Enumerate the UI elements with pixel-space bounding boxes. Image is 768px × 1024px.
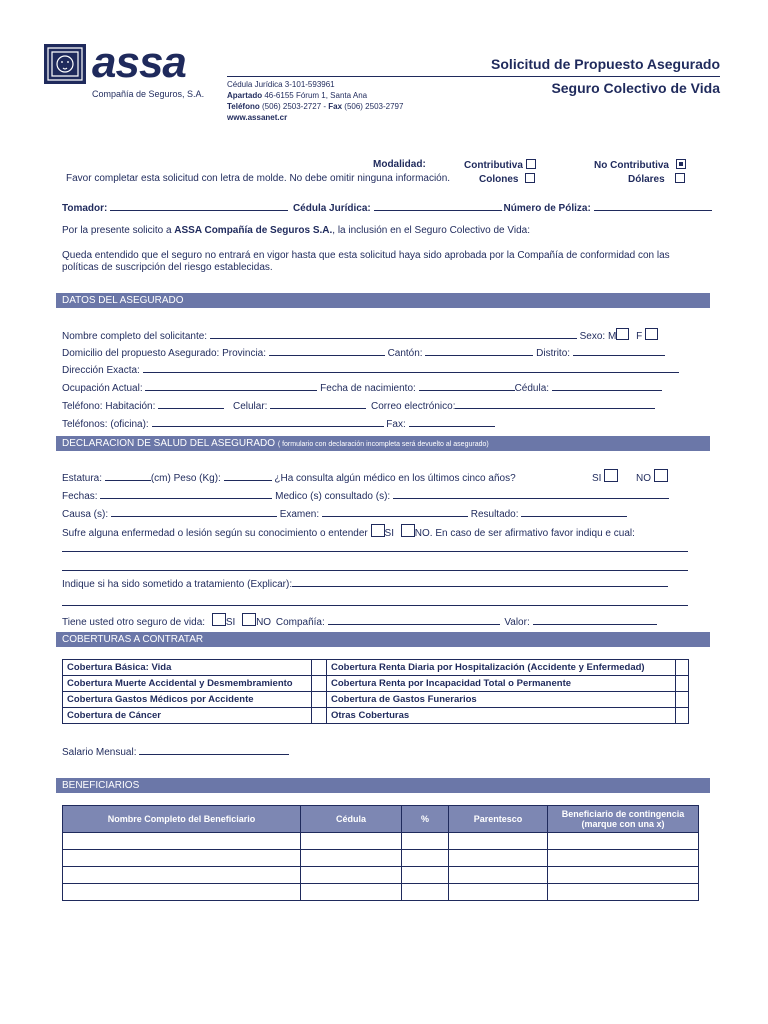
fax-value: (506) 2503-2797 <box>344 102 404 111</box>
cobertura-row <box>63 692 689 708</box>
cobertura-left-label: Cobertura de Cáncer <box>63 708 312 724</box>
cedula-juridica-input[interactable] <box>374 201 502 211</box>
ocupacion-input[interactable] <box>145 381 317 391</box>
beneficiario-row <box>63 833 699 850</box>
estatura-row: Estatura: (cm) Peso (Kg): ¿Ha consulta algún médico en los últimos cinco años? <box>62 473 516 484</box>
colones-checkbox[interactable] <box>525 173 535 183</box>
consulta-no-checkbox[interactable] <box>654 469 668 482</box>
oficina-input[interactable] <box>152 417 384 427</box>
fax-input[interactable] <box>409 417 495 427</box>
medico-input[interactable] <box>393 489 669 499</box>
cobertura-row <box>63 676 689 692</box>
website-link[interactable]: www.assanet.cr <box>227 113 288 122</box>
nombre-row: Nombre completo del solicitante: Sexo: M F <box>62 328 658 343</box>
beneficiario-cell[interactable] <box>301 850 402 867</box>
section-coberturas: COBERTURAS A CONTRATAR <box>56 632 710 647</box>
beneficiario-cell[interactable] <box>548 833 699 850</box>
form-title: Solicitud de Propuesto Asegurado <box>491 56 720 72</box>
sufre-row: Sufre alguna enfermedad o lesión según su conocimiento o entender SI NO. En caso de ser afirmativo favor indiqu e cual: <box>62 524 635 540</box>
coberturas-table <box>62 659 689 724</box>
telefono-value: (506) 2503-2727 <box>261 102 322 111</box>
beneficiario-row <box>63 867 699 884</box>
numero-poliza-input[interactable] <box>594 201 712 211</box>
tratamiento-input[interactable] <box>292 577 668 587</box>
beneficiario-cell[interactable] <box>548 850 699 867</box>
beneficiario-column-header: Cédula <box>301 806 402 833</box>
otro-si-checkbox[interactable] <box>212 613 226 626</box>
telefono-label: Teléfono <box>227 102 260 111</box>
cobertura-right-checkbox[interactable] <box>676 676 689 692</box>
tratamiento-line-2[interactable] <box>62 605 688 606</box>
beneficiario-cell[interactable] <box>449 884 548 901</box>
causa-input[interactable] <box>111 507 277 517</box>
no-contributiva-label: No Contributiva <box>594 159 686 172</box>
sufre-explain-line-2[interactable] <box>62 570 688 571</box>
compania-input[interactable] <box>328 615 500 625</box>
colones-label: Colones <box>479 173 535 186</box>
sufre-si-checkbox[interactable] <box>371 524 385 537</box>
tratamiento-row: Indique si ha sido sometido a tratamiento (Explicar): <box>62 577 668 591</box>
beneficiario-column-header: Parentesco <box>449 806 548 833</box>
beneficiario-cell[interactable] <box>63 884 301 901</box>
cobertura-left-label: Cobertura Básica: Vida <box>63 660 312 676</box>
company-name: Compañía de Seguros, S.A. <box>92 89 205 99</box>
cedula-line: Cédula Jurídica 3-101-593961 <box>227 80 335 89</box>
beneficiario-cell[interactable] <box>402 850 449 867</box>
nombre-input[interactable] <box>210 329 577 339</box>
dolares-label: Dólares <box>628 173 685 186</box>
sufre-no-checkbox[interactable] <box>401 524 415 537</box>
peso-input[interactable] <box>224 471 272 481</box>
contact-block: Cédula Jurídica 3-101-593961 Apartado 46-6155 Fórum 1, Santa Ana Teléfono (506) 2503-2727 - Fax (506) 2503-2797 www.assanet.cr <box>227 80 404 122</box>
nacimiento-input[interactable] <box>419 381 515 391</box>
beneficiario-cell[interactable] <box>402 884 449 901</box>
cedula-input[interactable] <box>552 381 662 391</box>
beneficiario-cell[interactable] <box>449 867 548 884</box>
beneficiarios-table <box>62 805 699 901</box>
sexo-m-checkbox[interactable] <box>616 328 629 340</box>
tomador-input[interactable] <box>110 201 288 211</box>
cobertura-row <box>63 660 689 676</box>
beneficiario-cell[interactable] <box>449 833 548 850</box>
oficina-row: Teléfonos: (oficina): Fax: <box>62 417 495 431</box>
fax-label: Fax <box>328 102 343 111</box>
cobertura-right-checkbox[interactable] <box>676 708 689 724</box>
cobertura-right-label: Cobertura de Gastos Funerarios <box>327 692 676 708</box>
domicilio-row: Domicilio del propuesto Asegurado: Provincia: Cantón: Distrito: <box>62 346 665 360</box>
causa-row: Causa (s): Examen: Resultado: <box>62 507 627 521</box>
cobertura-right-checkbox[interactable] <box>676 660 689 676</box>
cobertura-left-checkbox[interactable] <box>312 708 327 724</box>
tomador-field: Tomador: Cédula Jurídica: Número de Póliza: <box>62 201 712 215</box>
beneficiario-cell[interactable] <box>402 867 449 884</box>
company-logo <box>44 38 209 100</box>
cobertura-left-checkbox[interactable] <box>312 692 327 708</box>
telefono-hab-input[interactable] <box>158 399 224 409</box>
cobertura-right-label: Otras Coberturas <box>327 708 676 724</box>
beneficiario-cell[interactable] <box>449 850 548 867</box>
fechas-input[interactable] <box>100 489 272 499</box>
beneficiario-cell[interactable] <box>63 867 301 884</box>
telefono-row: Teléfono: Habitación: Celular: Correo electrónico: <box>62 399 655 413</box>
resultado-input[interactable] <box>521 507 627 517</box>
direccion-row: Dirección Exacta: <box>62 363 679 377</box>
intro-paragraph-1: Por la presente solicito a ASSA Compañía de Seguros S.A., la inclusión en el Seguro Colectivo de Vida: <box>62 225 530 236</box>
estatura-input[interactable] <box>105 471 151 481</box>
beneficiario-cell[interactable] <box>402 833 449 850</box>
cobertura-right-label: Cobertura Renta Diaria por Hospitalización (Accidente y Enfermedad) <box>327 660 676 676</box>
intro-paragraph-2: Queda entendido que el seguro no entrará en vigor hasta que esta solicitud haya sido aprobada por la Compañía de conformidad con las políticas de suscripción del riesgo establecidas. <box>62 250 670 273</box>
section-datos-asegurado: DATOS DEL ASEGURADO <box>56 293 710 308</box>
cobertura-right-checkbox[interactable] <box>676 692 689 708</box>
distrito-input[interactable] <box>573 346 665 356</box>
beneficiario-cell[interactable] <box>301 884 402 901</box>
examen-input[interactable] <box>322 507 468 517</box>
form-subtitle: Seguro Colectivo de Vida <box>551 80 720 96</box>
beneficiario-cell[interactable] <box>63 833 301 850</box>
dolares-checkbox[interactable] <box>675 173 685 183</box>
canton-input[interactable] <box>425 346 533 356</box>
modalidad-label: Modalidad: <box>373 159 426 170</box>
beneficiario-cell[interactable] <box>301 833 402 850</box>
direccion-input[interactable] <box>143 363 679 373</box>
beneficiario-cell[interactable] <box>301 867 402 884</box>
beneficiario-column-header: Nombre Completo del Beneficiario <box>63 806 301 833</box>
section-declaracion-salud: DECLARACION DE SALUD DEL ASEGURADO ( formulario con declaración incompleta será devuelto al asegurado) <box>56 436 710 451</box>
provincia-input[interactable] <box>269 346 385 356</box>
salario-row: Salario Mensual: <box>62 745 289 759</box>
beneficiario-cell[interactable] <box>548 884 699 901</box>
sufre-explain-line-1[interactable] <box>62 551 688 552</box>
beneficiario-row <box>63 850 699 867</box>
cobertura-row <box>63 708 689 724</box>
beneficiario-row <box>63 884 699 901</box>
beneficiario-cell[interactable] <box>63 850 301 867</box>
cobertura-right-label: Cobertura Renta por Incapacidad Total o Permanente <box>327 676 676 692</box>
contributiva-checkbox[interactable] <box>526 159 536 169</box>
contributiva-label: Contributiva <box>464 159 536 172</box>
consulta-si-checkbox[interactable] <box>604 469 618 482</box>
no-contributiva-checkbox[interactable] <box>676 159 686 169</box>
cobertura-left-checkbox[interactable] <box>312 660 327 676</box>
cobertura-left-label: Cobertura Muerte Accidental y Desmembramiento <box>63 676 312 692</box>
salario-input[interactable] <box>139 745 289 755</box>
valor-input[interactable] <box>533 615 657 625</box>
otro-no-checkbox[interactable] <box>242 613 256 626</box>
otro-seguro-row: Tiene usted otro seguro de vida: SI NO Compañía: Valor: <box>62 613 657 629</box>
apartado-value: 46-6155 Fórum 1, Santa Ana <box>264 91 368 100</box>
instruction-text: Favor completar esta solicitud con letra de molde. No debe omitir ninguna información. <box>66 173 451 184</box>
ocupacion-row: Ocupación Actual: Fecha de nacimiento: Cédula: <box>62 381 662 395</box>
title-divider <box>227 76 720 77</box>
consulta-no: NO <box>636 469 668 485</box>
celular-input[interactable] <box>270 399 366 409</box>
section-beneficiarios: BENEFICIARIOS <box>56 778 710 793</box>
sexo-f-checkbox[interactable] <box>645 328 658 340</box>
fechas-row: Fechas: Medico (s) consultado (s): <box>62 489 669 503</box>
correo-input[interactable] <box>455 399 655 409</box>
apartado-label: Apartado <box>227 91 263 100</box>
consulta-si: SI <box>592 469 618 485</box>
cobertura-left-checkbox[interactable] <box>312 676 327 692</box>
beneficiario-column-header: % <box>402 806 449 833</box>
beneficiario-column-header: Beneficiario de contingencia (marque con una x) <box>548 806 699 833</box>
cobertura-left-label: Cobertura Gastos Médicos por Accidente <box>63 692 312 708</box>
beneficiario-cell[interactable] <box>548 867 699 884</box>
logo-text: assa <box>92 38 186 87</box>
